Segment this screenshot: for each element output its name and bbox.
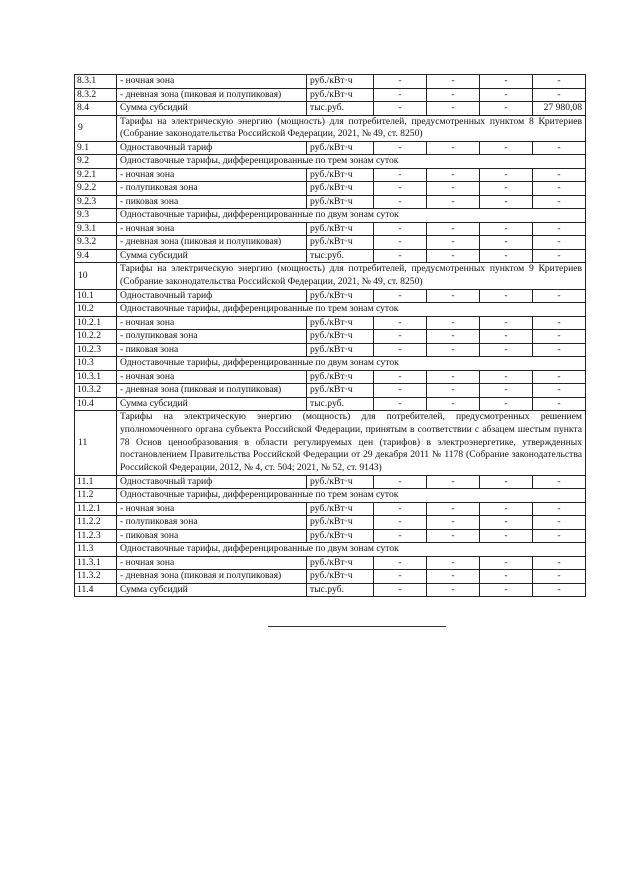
section-number: 11.2 [75,489,117,503]
table-row-item [75,168,586,182]
row-name: - полупиковая зона [117,330,307,344]
row-value-c2: - [427,102,480,116]
row-value-c1: - [374,168,427,182]
row-value-c1: - [374,502,427,516]
row-name: Сумма субсидий [117,397,307,411]
row-value-c4: - [533,570,586,584]
row-value-c4: - [533,289,586,303]
table-row-item [75,475,586,489]
table-row-span [75,543,586,557]
row-name: Одноставочный тариф [117,289,307,303]
row-value-c3: - [480,583,533,597]
row-value-c1: - [374,397,427,411]
row-unit: руб./кВт·ч [307,570,374,584]
section-number: 9.2 [75,155,117,169]
row-value-c4: - [533,343,586,357]
section-heading: Одноставочные тарифы, дифференцированные по трем зонам суток [117,155,586,169]
row-value-c3: - [480,289,533,303]
table-row-item [75,236,586,250]
row-value-c1: - [374,343,427,357]
table-row-item [75,289,586,303]
row-value-c3: - [480,182,533,196]
row-value-c4: - [533,88,586,102]
row-value-c1: - [374,516,427,530]
row-value-c4: - [533,384,586,398]
row-number: 11.3.1 [75,556,117,570]
row-value-c1: - [374,75,427,89]
group-number: 9 [75,115,117,141]
row-value-c1: - [374,88,427,102]
row-value-c1: - [374,102,427,116]
row-value-c2: - [427,141,480,155]
row-value-c3: - [480,343,533,357]
section-number: 10.2 [75,303,117,317]
group-description: Тарифы на электрическую энергию (мощность) для потребителей, предусмотренных пунктом 8 Критериев (Собрание законодательства Российской Федерации, 2021, № 49, ст. 8250) [117,115,586,141]
row-value-c4: - [533,141,586,155]
section-number: 9.3 [75,209,117,223]
row-name: - пиковая зона [117,195,307,209]
group-number: 10 [75,263,117,289]
row-value-c3: - [480,249,533,263]
table-row-item [75,88,586,102]
row-value-c3: - [480,102,533,116]
table-row-span [75,209,586,223]
row-value-c2: - [427,222,480,236]
table-row-item [75,249,586,263]
table-row-item [75,182,586,196]
row-value-c2: - [427,384,480,398]
row-value-c2: - [427,75,480,89]
row-value-c1: - [374,384,427,398]
row-value-c2: - [427,502,480,516]
row-number: 9.3.1 [75,222,117,236]
row-value-c1: - [374,475,427,489]
table-row-item [75,141,586,155]
row-name: Сумма субсидий [117,583,307,597]
row-name: Сумма субсидий [117,249,307,263]
row-value-c3: - [480,370,533,384]
row-unit: тыс.руб. [307,397,374,411]
table-row-desc [75,263,586,289]
row-value-c1: - [374,529,427,543]
row-name: - дневная зона (пиковая и полупиковая) [117,384,307,398]
row-value-c2: - [427,475,480,489]
row-unit: тыс.руб. [307,249,374,263]
row-number: 9.2.1 [75,168,117,182]
table-row-item [75,316,586,330]
row-name: - ночная зона [117,75,307,89]
row-unit: тыс.руб. [307,102,374,116]
table-row-span [75,303,586,317]
row-value-c4: - [533,316,586,330]
row-value-c1: - [374,182,427,196]
row-value-c4: - [533,397,586,411]
row-name: Сумма субсидий [117,102,307,116]
row-number: 10.2.2 [75,330,117,344]
row-unit: руб./кВт·ч [307,222,374,236]
row-name: - ночная зона [117,222,307,236]
row-number: 11.2.2 [75,516,117,530]
row-value-c4: - [533,516,586,530]
row-number: 8.3.1 [75,75,117,89]
row-value-c4: - [533,370,586,384]
row-value-c4: - [533,182,586,196]
row-unit: руб./кВт·ч [307,502,374,516]
row-name: - ночная зона [117,502,307,516]
table-row-item [75,330,586,344]
row-number: 11.2.1 [75,502,117,516]
row-unit: руб./кВт·ч [307,75,374,89]
table-row-item [75,343,586,357]
row-value-c1: - [374,289,427,303]
row-unit: руб./кВт·ч [307,236,374,250]
row-name: - полупиковая зона [117,182,307,196]
row-unit: руб./кВт·ч [307,475,374,489]
row-unit: руб./кВт·ч [307,182,374,196]
row-name: Одноставочный тариф [117,475,307,489]
row-number: 9.2.2 [75,182,117,196]
row-name: - ночная зона [117,168,307,182]
row-value-c1: - [374,370,427,384]
row-value-c3: - [480,384,533,398]
row-number: 8.3.2 [75,88,117,102]
row-value-c3: - [480,529,533,543]
row-value-c3: - [480,516,533,530]
table-row-span [75,489,586,503]
table-row-item [75,397,586,411]
row-value-c1: - [374,249,427,263]
row-value-c1: - [374,316,427,330]
section-heading: Одноставочные тарифы, дифференцированные по трем зонам суток [117,303,586,317]
row-number: 10.3.2 [75,384,117,398]
row-number: 10.1 [75,289,117,303]
row-value-c2: - [427,516,480,530]
row-value-c3: - [480,222,533,236]
row-value-c4: - [533,556,586,570]
table-row-item [75,370,586,384]
row-value-c3: - [480,75,533,89]
row-value-c2: - [427,182,480,196]
row-number: 9.3.2 [75,236,117,250]
row-value-c1: - [374,141,427,155]
row-unit: руб./кВт·ч [307,316,374,330]
row-value-c1: - [374,556,427,570]
row-value-c3: - [480,570,533,584]
row-number: 10.3.1 [75,370,117,384]
row-number: 11.3.2 [75,570,117,584]
row-value-c2: - [427,88,480,102]
row-unit: руб./кВт·ч [307,556,374,570]
row-value-c4: 27 980,08 [533,102,586,116]
row-number: 9.4 [75,249,117,263]
row-unit: руб./кВт·ч [307,195,374,209]
row-name: Одноставочный тариф [117,141,307,155]
row-unit: руб./кВт·ч [307,529,374,543]
row-unit: руб./кВт·ч [307,168,374,182]
row-value-c4: - [533,222,586,236]
row-value-c3: - [480,316,533,330]
row-unit: руб./кВт·ч [307,88,374,102]
row-value-c4: - [533,583,586,597]
row-value-c3: - [480,397,533,411]
row-number: 10.2.1 [75,316,117,330]
section-number: 10.3 [75,357,117,371]
tariff-table-body [75,75,586,597]
row-value-c3: - [480,141,533,155]
table-row-item [75,75,586,89]
row-value-c3: - [480,168,533,182]
table-row-span [75,357,586,371]
row-value-c4: - [533,168,586,182]
row-value-c2: - [427,529,480,543]
row-value-c2: - [427,330,480,344]
row-number: 11.2.3 [75,529,117,543]
row-value-c2: - [427,168,480,182]
row-value-c2: - [427,289,480,303]
section-heading: Одноставочные тарифы, дифференцированные по двум зонам суток [117,543,586,557]
row-value-c3: - [480,502,533,516]
table-row-span [75,155,586,169]
row-unit: руб./кВт·ч [307,330,374,344]
row-name: - полупиковая зона [117,516,307,530]
row-name: - дневная зона (пиковая и полупиковая) [117,88,307,102]
row-value-c4: - [533,529,586,543]
row-unit: руб./кВт·ч [307,516,374,530]
table-row-item [75,502,586,516]
row-unit: руб./кВт·ч [307,343,374,357]
table-row-item [75,195,586,209]
row-value-c3: - [480,330,533,344]
group-description: Тарифы на электрическую энергию (мощность) для потребителей, предусмотренных решением уполномоченного органа субъекта Российской Федерации, принятым в соответствии с абзацем шестым пункта 78 Основ ценообразования в области регулируемых цен (тарифов) в электроэнергетике, утвержденных постановлением Правительства Российской Федерации от 29 декабря 2011 № 1178 (Собрание законодательства Российской Федерации, 2012, № 4, ст. 504; 2021, № 52, ст. 9143) [117,411,586,476]
row-name: - дневная зона (пиковая и полупиковая) [117,570,307,584]
section-heading: Одноставочные тарифы, дифференцированные по двум зонам суток [117,209,586,223]
row-value-c2: - [427,397,480,411]
table-row-item [75,583,586,597]
table-row-item [75,529,586,543]
row-number: 8.4 [75,102,117,116]
group-number: 11 [75,411,117,476]
row-value-c3: - [480,236,533,250]
table-row-item [75,556,586,570]
row-unit: руб./кВт·ч [307,384,374,398]
table-row-item [75,102,586,116]
row-value-c1: - [374,236,427,250]
row-name: - ночная зона [117,556,307,570]
table-row-item [75,384,586,398]
table-row-desc [75,411,586,476]
row-value-c3: - [480,556,533,570]
row-value-c2: - [427,249,480,263]
table-row-item [75,222,586,236]
row-unit: руб./кВт·ч [307,141,374,155]
row-value-c2: - [427,570,480,584]
row-number: 11.1 [75,475,117,489]
row-name: - ночная зона [117,370,307,384]
row-value-c1: - [374,583,427,597]
row-value-c2: - [427,316,480,330]
row-value-c4: - [533,330,586,344]
row-value-c4: - [533,249,586,263]
row-name: - ночная зона [117,316,307,330]
row-value-c3: - [480,88,533,102]
row-value-c3: - [480,195,533,209]
row-value-c1: - [374,195,427,209]
row-value-c4: - [533,475,586,489]
row-number: 10.2.3 [75,343,117,357]
row-number: 9.1 [75,141,117,155]
row-value-c3: - [480,475,533,489]
row-value-c2: - [427,556,480,570]
row-value-c2: - [427,583,480,597]
table-row-item [75,570,586,584]
table-row-desc [75,115,586,141]
table-row-item [75,516,586,530]
row-unit: тыс.руб. [307,583,374,597]
row-value-c4: - [533,502,586,516]
end-separator-line [268,626,446,627]
row-name: - дневная зона (пиковая и полупиковая) [117,236,307,250]
row-number: 9.2.3 [75,195,117,209]
row-value-c4: - [533,195,586,209]
section-heading: Одноставочные тарифы, дифференцированные по трем зонам суток [117,489,586,503]
row-unit: руб./кВт·ч [307,370,374,384]
section-heading: Одноставочные тарифы, дифференцированные по двум зонам суток [117,357,586,371]
row-value-c1: - [374,570,427,584]
row-value-c1: - [374,222,427,236]
section-number: 11.3 [75,543,117,557]
row-value-c4: - [533,75,586,89]
row-value-c1: - [374,330,427,344]
row-value-c2: - [427,370,480,384]
row-number: 11.4 [75,583,117,597]
group-description: Тарифы на электрическую энергию (мощность) для потребителей, предусмотренных пунктом 9 Критериев (Собрание законодательства Российской Федерации, 2021, № 49, ст. 8250) [117,263,586,289]
tariff-table [74,74,586,597]
row-number: 10.4 [75,397,117,411]
row-value-c2: - [427,343,480,357]
row-value-c2: - [427,195,480,209]
row-unit: руб./кВт·ч [307,289,374,303]
row-name: - пиковая зона [117,343,307,357]
row-value-c2: - [427,236,480,250]
row-value-c4: - [533,236,586,250]
row-name: - пиковая зона [117,529,307,543]
